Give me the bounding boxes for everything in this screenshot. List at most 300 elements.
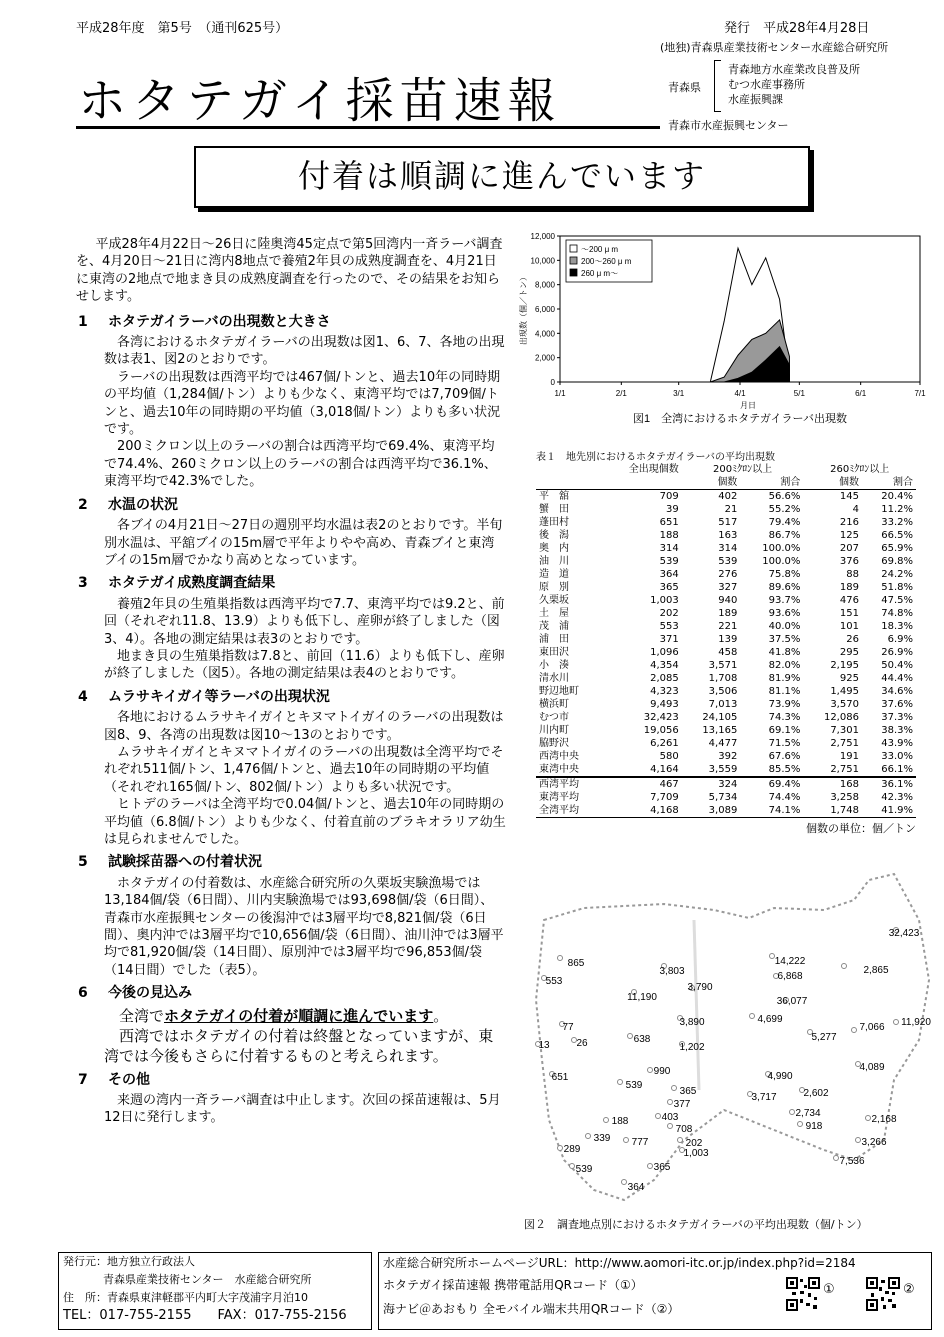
value-cell: 189 [839, 582, 859, 593]
publisher-name: 青森県産業技術センター 水産総合研究所 [103, 1273, 312, 1286]
station-name-cell: 西湾中央 [539, 751, 579, 762]
table1-title: 表１ 地先別におけるホタテガイラーバの平均出現数 [536, 452, 775, 463]
value-cell: 41.9% [881, 805, 913, 816]
station-name-cell: 久栗坂 [539, 595, 569, 606]
outlook-lead [76, 1006, 506, 1026]
station-marker [668, 1100, 673, 1105]
station-name-cell: 横浜町 [539, 699, 569, 710]
intro-paragraph: 平成28年4月22日～26日に陸奥湾45定点で第5回湾内一斉ラーバ調査を、4月20日～21日に湾内8地点で養殖2年貝の成熟度調査を、4月21日に東湾の2地点で地まき貝の成熟度調査を行ったので、その結果をお知らせします。 [76, 237, 503, 305]
y-tick-label: 2,000 [534, 353, 555, 363]
table-row [536, 568, 916, 581]
table-row [536, 620, 916, 633]
station-marker [558, 1146, 563, 1151]
station-value-label: 188 [611, 1116, 629, 1127]
station-value-label: 202 [685, 1138, 703, 1149]
issue-number: 平成28年度 第5号 （通刊625号） [76, 21, 289, 36]
table-row [536, 542, 916, 555]
value-cell: 202 [659, 608, 679, 619]
section-title: ムラサキイガイ等ラーバの出現状況 [108, 688, 330, 705]
y-axis-label: 出現数（個／トン） [519, 273, 528, 345]
table-row [536, 750, 916, 763]
section-number: 5 [78, 854, 88, 871]
paragraph: ムラサキイガイとキヌマトイガイのラーバの出現数は全湾平均でそれぞれ511個/トン、1,476個/トンと、過去10年の同時期の平均値（それぞれ165個/トン、802個/トン）よりも多い状況です。 [104, 744, 504, 795]
station-value-label: 777 [631, 1137, 649, 1148]
station-value-label: 2,168 [871, 1114, 897, 1125]
publisher-tel-fax: TEL：017-755-2155 FAX：017-755-2156 [63, 1308, 347, 1323]
station-value-label: 11,920 [901, 1017, 931, 1028]
pref-label: 青森県 [668, 81, 701, 94]
section-5 [76, 854, 506, 979]
value-cell: 89.6% [768, 582, 801, 593]
paragraph: 来週の湾内一斉ラーバ調査は中止します。次回の採苗速報は、5月12日に発行します。 [104, 1093, 501, 1126]
value-cell: 69.4% [768, 779, 801, 790]
station-name-cell: 野辺地町 [539, 686, 579, 697]
table-header: 全出現個数 [628, 464, 679, 475]
table-row [536, 503, 916, 516]
value-cell: 580 [659, 751, 679, 762]
value-cell: 7,709 [650, 792, 679, 803]
station-value-label: 77 [562, 1022, 574, 1033]
qr2-description: 海ナビ＠あおもり 全モバイル端末共用QRコード（②） [383, 1302, 680, 1316]
y-tick-label: 12,000 [530, 232, 555, 241]
qr-code-2-icon[interactable] [866, 1277, 900, 1311]
value-cell: 314 [718, 543, 738, 554]
x-tick-label: 6/1 [855, 389, 867, 398]
station-value-label: 14,222 [774, 956, 806, 967]
value-cell: 74.3% [768, 712, 801, 723]
station-value-label: 539 [575, 1164, 593, 1175]
station-value-label: 1,202 [679, 1042, 705, 1053]
value-cell: 145 [839, 491, 859, 502]
value-cell: 7,301 [830, 725, 859, 736]
value-cell: 207 [839, 543, 859, 554]
table-row [536, 516, 916, 529]
y-tick-label: 4,000 [534, 329, 555, 339]
x-tick-label: 5/1 [793, 389, 805, 398]
station-value-label: 651 [551, 1072, 569, 1083]
x-tick-label: 3/1 [673, 389, 685, 398]
value-cell: 12,086 [823, 712, 859, 723]
station-value-label: 7,536 [839, 1156, 865, 1167]
station-value-label: 5,277 [811, 1032, 837, 1043]
x-tick-label: 1/1 [554, 389, 566, 398]
table-row [536, 672, 916, 685]
table-row [536, 581, 916, 594]
headline-box [194, 146, 810, 208]
station-value-label: 32,423 [888, 928, 920, 939]
value-cell: 26.9% [881, 647, 913, 658]
value-cell: 6,261 [650, 738, 679, 749]
station-name-cell: 茂 浦 [539, 621, 569, 632]
station-name-cell: 油 川 [539, 556, 569, 567]
value-cell: 1,708 [708, 673, 738, 684]
station-marker [558, 956, 563, 961]
x-tick-label: 7/1 [914, 389, 926, 398]
value-cell: 66.5% [881, 530, 913, 541]
org-last: 青森市水産振興センター [668, 119, 789, 132]
y-tick-label: 0 [550, 378, 555, 387]
section-heading [76, 854, 506, 871]
legend-swatch [570, 269, 577, 276]
org-item: 青森地方水産業改良普及所 [728, 63, 860, 76]
value-cell: 42.3% [881, 792, 913, 803]
table-row [536, 698, 916, 711]
table-header: 割合 [780, 477, 801, 488]
value-cell: 43.9% [881, 738, 913, 749]
station-value-label: 3,890 [679, 1017, 705, 1028]
table1-unit: 個数の単位：個／トン [806, 822, 916, 835]
org-list [728, 62, 860, 107]
value-cell: 82.0% [768, 660, 801, 671]
value-cell: 458 [718, 647, 738, 658]
value-cell: 40.0% [768, 621, 801, 632]
value-cell: 73.9% [768, 699, 801, 710]
value-cell: 4 [852, 504, 859, 515]
value-cell: 100.0% [762, 556, 801, 567]
value-cell: 517 [718, 517, 738, 528]
value-cell: 314 [659, 543, 679, 554]
value-cell: 3,559 [708, 764, 738, 775]
section-title: 今後の見込み [108, 985, 192, 1002]
value-cell: 21 [724, 504, 738, 515]
paragraph: 各地におけるムラサキイガイとキヌマトイガイのラーバの出現数は図8、9、各湾の出現数は図10～13のとおりです。 [104, 710, 504, 743]
value-cell: 168 [839, 779, 859, 790]
value-cell: 365 [659, 582, 679, 593]
table-row [536, 804, 916, 818]
table-row [536, 685, 916, 698]
value-cell: 36.1% [881, 779, 913, 790]
title-rule [76, 126, 660, 129]
table-row [536, 594, 916, 607]
legend-label: 200～260 μ m [581, 257, 632, 266]
station-marker [790, 1110, 795, 1115]
station-value-label: 3,717 [751, 1092, 777, 1103]
station-value-label: 365 [653, 1162, 671, 1173]
station-marker [852, 1028, 857, 1033]
section-number: 1 [78, 313, 88, 330]
value-cell: 3,506 [708, 686, 738, 697]
section-2 [76, 497, 506, 570]
paragraph: 西湾ではホタテガイの付着は終盤となっていますが、東湾では今後もさらに付着するものと考えられます。 [104, 1026, 494, 1065]
station-name-cell: 小 湊 [539, 660, 569, 671]
value-cell: 79.4% [768, 517, 801, 528]
station-value-label: 1,003 [683, 1148, 709, 1159]
value-cell: 50.4% [881, 660, 913, 671]
value-cell: 3,570 [830, 699, 859, 710]
section-7 [76, 1072, 506, 1127]
station-value-label: 6,868 [777, 971, 803, 982]
x-tick-label: 2/1 [615, 389, 627, 398]
value-cell: 371 [659, 634, 679, 645]
footer-web-box [378, 1252, 932, 1330]
value-cell: 100.0% [762, 543, 801, 554]
station-value-label: 4,089 [859, 1062, 885, 1073]
value-cell: 26 [846, 634, 859, 645]
station-name-cell: 平 舘 [539, 491, 569, 502]
value-cell: 37.5% [768, 634, 801, 645]
legend-label: 260 μ m～ [581, 269, 619, 278]
homepage-url[interactable]: 水産総合研究所ホームページURL：http://www.aomori-itc.or.jp/index.php?id=2184 [383, 1256, 856, 1270]
value-cell: 93.7% [768, 595, 801, 606]
value-cell: 2,751 [830, 764, 859, 775]
station-value-label: 990 [653, 1066, 671, 1077]
station-value-label: 289 [563, 1144, 581, 1155]
table1-block [536, 448, 926, 836]
station-name-cell: むつ市 [539, 712, 569, 723]
value-cell: 940 [718, 595, 738, 606]
paragraph: 各湾におけるホタテガイラーバの出現数は図1、6、7、各地の出現数は表1、図2のとおりです。 [104, 335, 505, 368]
org-item: むつ水産事務所 [728, 78, 805, 91]
value-cell: 66.1% [881, 764, 913, 775]
section-title: 試験採苗器への付着状況 [108, 854, 262, 871]
qr-code-1-icon[interactable] [786, 1277, 820, 1311]
station-name-cell: 東湾平均 [539, 792, 579, 803]
section-number: 4 [78, 688, 88, 705]
value-cell: 38.3% [881, 725, 913, 736]
value-cell: 47.5% [881, 595, 913, 606]
value-cell: 553 [659, 621, 679, 632]
table-header: 200ﾐｸﾛﾝ以上 [713, 464, 773, 475]
station-marker [618, 1080, 623, 1085]
station-value-label: 3,266 [861, 1137, 887, 1148]
value-cell: 376 [839, 556, 859, 567]
table-row [536, 763, 916, 777]
station-value-label: 3,790 [687, 982, 713, 993]
value-cell: 4,323 [650, 686, 679, 697]
section-heading [76, 689, 506, 706]
station-marker [668, 1124, 673, 1129]
value-cell: 295 [839, 647, 859, 658]
section-4 [76, 689, 506, 849]
value-cell: 67.6% [768, 751, 801, 762]
table-row [536, 633, 916, 646]
table-row [536, 777, 916, 791]
value-cell: 2,751 [830, 738, 859, 749]
value-cell: 71.5% [768, 738, 801, 749]
lead-text: 。 [433, 1006, 449, 1025]
y-tick-label: 10,000 [530, 256, 555, 266]
section-heading [76, 575, 506, 592]
section-heading [76, 985, 506, 1002]
qr-code-1-graphic [786, 1277, 820, 1311]
value-cell: 276 [718, 569, 738, 580]
map-caption: 図２ 調査地点別におけるホタテガイラーバの平均出現数（個/トン） [524, 1218, 868, 1231]
station-marker [856, 1138, 861, 1143]
value-cell: 41.8% [768, 647, 801, 658]
value-cell: 24,105 [702, 712, 738, 723]
value-cell: 324 [718, 779, 738, 790]
value-cell: 74.1% [768, 805, 801, 816]
station-value-label: 539 [625, 1080, 643, 1091]
station-name-cell: 蓬田村 [539, 517, 569, 528]
value-cell: 3,258 [830, 792, 859, 803]
value-cell: 4,168 [650, 805, 679, 816]
table1 [536, 463, 916, 818]
x-tick-label: 4/1 [734, 389, 746, 398]
value-cell: 221 [718, 621, 738, 632]
value-cell: 1,003 [650, 595, 679, 606]
station-name-cell: 奥 内 [539, 543, 569, 554]
table-header: 割合 [893, 477, 913, 488]
y-tick-label: 8,000 [534, 280, 555, 290]
table-row [536, 646, 916, 659]
table-row [536, 555, 916, 568]
value-cell: 39 [666, 504, 679, 515]
station-marker [604, 1118, 609, 1123]
station-name-cell: 清水川 [539, 673, 569, 684]
station-name-cell: 脇野沢 [539, 738, 569, 749]
table-header-row [536, 476, 916, 490]
value-cell: 11.2% [881, 504, 913, 515]
value-cell: 51.8% [881, 582, 913, 593]
section-heading [76, 314, 506, 331]
station-name-cell: 全湾平均 [539, 805, 579, 816]
value-cell: 20.4% [881, 491, 913, 502]
value-cell: 88 [846, 569, 859, 580]
station-marker [648, 1068, 653, 1073]
value-cell: 81.9% [768, 673, 801, 684]
section-title: 水温の状況 [108, 496, 178, 513]
paragraph: ラーバの出現数は西湾平均では467個/トンと、過去10年の同時期の平均値（1,284個/トン）よりも少なく、東湾平均では7,709個/トンと、過去10年の同時期の平均値（3,018個/トン）よりも多い状況です。 [104, 369, 501, 438]
newsletter-title: ホタテガイ採苗速報 [78, 73, 562, 129]
value-cell: 539 [659, 556, 679, 567]
table-row [536, 711, 916, 724]
value-cell: 86.7% [768, 530, 801, 541]
org-bracket [714, 60, 721, 112]
paragraph: 各ブイの4月21日～27日の週別平均水温は表2のとおりです。半旬別水温は、平舘ブイの15m層で平年よりやや高め、青森ブイと東湾ブイの15m層でかなり高めとなっています。 [104, 518, 503, 568]
value-cell: 55.2% [768, 504, 801, 515]
section-heading [76, 1072, 506, 1089]
value-cell: 33.0% [881, 751, 913, 762]
value-cell: 65.9% [881, 543, 913, 554]
value-cell: 5,734 [708, 792, 738, 803]
station-value-label: 2,865 [863, 965, 889, 976]
value-cell: 327 [718, 582, 738, 593]
value-cell: 1,748 [830, 805, 859, 816]
publisher-address: 住 所：青森県東津軽郡平内町大字茂浦字月泊10 [63, 1291, 308, 1304]
table-header: 個数 [717, 477, 738, 488]
table-header-row [536, 463, 916, 476]
value-cell: 163 [718, 530, 738, 541]
station-name-cell: 浦 田 [539, 634, 569, 645]
value-cell: 34.6% [881, 686, 913, 697]
section-3 [76, 575, 506, 682]
section-number: 2 [78, 496, 88, 513]
station-marker [648, 1164, 653, 1169]
table-row [536, 737, 916, 750]
table-row [536, 659, 916, 672]
value-cell: 4,354 [650, 660, 679, 671]
paragraph: ヒトデのラーバは全湾平均で0.04個/トンと、過去10年の同時期の平均値（6.8個/トン）よりも少なく、付着直前のブラキオラリア幼生は見られませんでした。 [104, 797, 506, 847]
station-marker [570, 1164, 575, 1169]
value-cell: 139 [718, 634, 738, 645]
table-header: 個数 [838, 477, 859, 488]
bay-coastline [536, 874, 929, 1200]
value-cell: 101 [839, 621, 859, 632]
value-cell: 9,493 [650, 699, 679, 710]
station-value-label: 339 [593, 1133, 611, 1144]
legend-swatch [570, 245, 577, 252]
value-cell: 392 [718, 751, 738, 762]
station-name-cell: 川内町 [539, 725, 569, 736]
station-value-label: 365 [679, 1086, 697, 1097]
station-value-label: 403 [661, 1112, 679, 1123]
station-marker [628, 1034, 633, 1039]
headline: 付着は順調に進んでいます [297, 157, 706, 195]
station-name-cell: 造 道 [539, 569, 569, 580]
value-cell: 467 [659, 779, 679, 790]
section-1 [76, 314, 506, 491]
value-cell: 56.6% [768, 491, 801, 502]
station-marker [866, 1116, 871, 1121]
section-title: ホタテガイラーバの出現数と大きさ [108, 313, 331, 330]
station-marker [842, 964, 847, 969]
station-marker [622, 1180, 627, 1185]
value-cell: 651 [659, 517, 679, 528]
value-cell: 33.2% [881, 517, 913, 528]
table-row [536, 490, 916, 504]
section-heading [76, 497, 506, 514]
station-marker [586, 1134, 591, 1139]
station-name-cell: 蟹 田 [539, 504, 569, 515]
lead-text: 全湾で [119, 1006, 165, 1025]
larvae-area-chart [512, 226, 932, 438]
table-header [536, 476, 602, 490]
value-cell: 2,085 [650, 673, 679, 684]
value-cell: 1,495 [830, 686, 859, 697]
value-cell: 364 [659, 569, 679, 580]
value-cell: 69.8% [881, 556, 913, 567]
station-value-label: 7,066 [859, 1022, 885, 1033]
value-cell: 81.1% [768, 686, 801, 697]
station-value-label: 3,803 [659, 966, 685, 977]
station-marker [798, 1122, 803, 1127]
x-axis-label: 月日 [740, 401, 756, 410]
paragraph: 地まき貝の生殖巣指数は7.8と、前回（11.6）よりも低下し、産卵が終了しました（図5）。各地の測定結果は表4のとおりです。 [104, 648, 505, 682]
station-marker [894, 1020, 899, 1025]
station-value-label: 4,990 [767, 1071, 793, 1082]
station-name-cell: 東湾中央 [539, 764, 579, 775]
table-row [536, 724, 916, 737]
station-marker [750, 1014, 755, 1019]
value-cell: 1,096 [650, 647, 679, 658]
qr-code-1-mark: ① [823, 1282, 835, 1297]
station-value-label: 11,190 [627, 992, 657, 1003]
value-cell: 402 [718, 491, 738, 502]
article-body [76, 236, 506, 1127]
value-cell: 4,477 [708, 738, 738, 749]
station-value-label: 2,602 [803, 1088, 829, 1099]
station-value-label: 4,699 [757, 1014, 783, 1025]
value-cell: 37.3% [881, 712, 913, 723]
legend-label: ～200 μ m [581, 245, 619, 254]
value-cell: 125 [839, 530, 859, 541]
section-number: 3 [78, 575, 88, 592]
value-cell: 74.4% [768, 792, 801, 803]
publisher-label: 発行元：地方独立行政法人 [63, 1255, 195, 1268]
table-header: 260ﾐｸﾛﾝ以上 [830, 464, 890, 475]
value-cell: 216 [839, 517, 859, 528]
section-title: ホタテガイ成熟度調査結果 [108, 575, 276, 592]
station-value-label: 13 [538, 1040, 550, 1051]
station-name-cell: 原 別 [539, 582, 569, 593]
station-marker [678, 1138, 683, 1143]
section-title: その他 [108, 1071, 150, 1088]
table-header [602, 476, 682, 490]
value-cell: 19,056 [643, 725, 679, 736]
station-marker [656, 1114, 661, 1119]
value-cell: 539 [718, 556, 738, 567]
